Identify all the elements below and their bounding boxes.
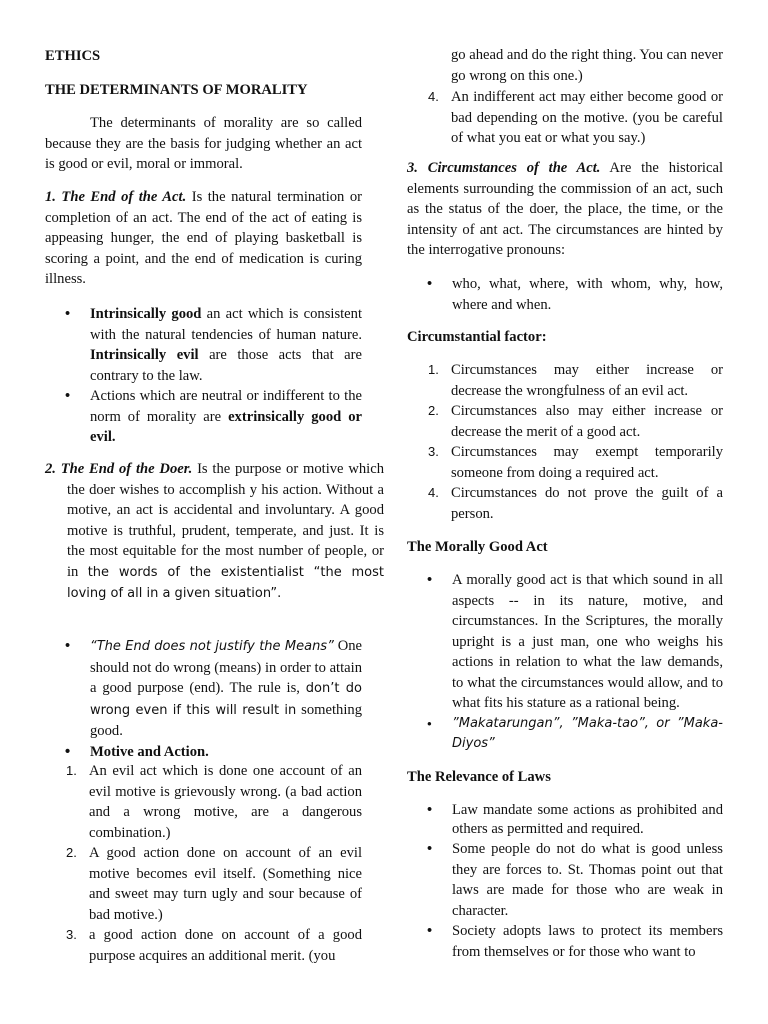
list-text: something good. (90, 701, 362, 739)
list-number: 2. (66, 845, 77, 860)
existentialist-quote: the words of the existentialist “the most loving of all in a given situation”. (67, 564, 385, 601)
list-text: Actions which are neutral or indifferent to the norm of morality are (90, 388, 362, 425)
list-item (45, 761, 362, 843)
list-item: • Society adopts laws to protect its members from themselves or for those who want to (407, 921, 723, 962)
list-number: 3. (66, 927, 77, 942)
rule-text: don’t do wrong even if this will result in (90, 681, 362, 718)
list-text: are those acts that are contrary to the law. (90, 347, 362, 384)
intrinsically-good-term: Intrinsically good (90, 306, 202, 322)
list-item (407, 360, 723, 401)
list-item (45, 386, 362, 448)
circumstances-text: Are the historical elements surrounding the commission of an act, such as the status of the doer, the place, the time, or the intensity of ant act. The circumstances are hinted by the interrogative pronouns: (407, 160, 723, 258)
list-item (45, 843, 362, 925)
list-item (407, 483, 723, 524)
circumstances-paragraph (407, 158, 723, 261)
list-item: • Law mandate some actions as prohibited and others as permitted and required. (407, 801, 723, 838)
extrinsically-term: extrinsically good or evil. (90, 408, 362, 445)
list-number: 3. (428, 444, 439, 459)
circumstantial-factor-list (407, 360, 723, 524)
list-text: One should not do wrong (means) in order to attain a good purpose (end). The rule is, (90, 638, 363, 696)
intro-paragraph: The determinants of morality are so called because they are the basis for judging whether an act is good or evil, moral or immoral. (45, 115, 362, 172)
intrinsic-list (45, 304, 362, 448)
list-text: Circumstances may either increase or decrease the wrongfulness of an evil act. (451, 362, 723, 399)
list-text: Circumstances also may either increase or decrease the merit of a good act. (451, 403, 723, 440)
list-number: 4. (428, 485, 439, 500)
list-item: • A morally good act is that which sound in all aspects -- in its nature, motive, and circumstances. In the Scriptures, the morally upright is a just man, one who weighs his actions in relation to what the law demands, to what the circumstances would allow, and to what fits his stature as a rational being. (407, 570, 723, 714)
end-of-doer-paragraph (45, 459, 384, 605)
laws-list (407, 801, 723, 962)
list-text: a good action done on account of a good purpose acquires an additional merit. (you (89, 927, 362, 964)
list-number: 2. (428, 403, 439, 418)
pronouns-list (407, 274, 723, 315)
list-item: • who, what, where, with whom, why, how, where and when. (407, 274, 723, 315)
list-item (407, 87, 723, 149)
page-title: ETHICS (45, 48, 101, 64)
list-text: an act which is consistent with the natural tendencies of human nature. (90, 306, 363, 343)
relevance-of-laws-heading: The Relevance of Laws (407, 769, 551, 785)
list-item (45, 636, 362, 742)
list-item: • Motive and Action. (45, 742, 362, 763)
motive-action-list (45, 761, 362, 966)
intrinsically-evil-term: Intrinsically evil (90, 347, 199, 363)
list-text: An evil act which is done one account of an evil motive is grievously wrong. (a bad action and a wrong motive, are a dangerous combination.) (89, 763, 362, 841)
list-item (45, 925, 362, 966)
end-of-act-heading: 1. The End of the Act. (45, 189, 187, 205)
morally-good-list (407, 570, 723, 755)
means-list (45, 636, 362, 762)
list-number: 4. (428, 89, 439, 104)
end-of-doer-text: Is the purpose or motive which the doer wishes to accomplish y his action. Without a motive, an act is accidental and involuntary. A good motive is truthful, prudent, temperate, and just. It is the most equitable for the most number of people, or in (67, 461, 385, 580)
list-number: 1. (428, 362, 439, 377)
circumstances-heading: 3. Circumstances of the Act. (407, 160, 601, 176)
end-of-act-text: Is the natural termination or completion of an act. The end of the act of eating is appeasing hunger, the end of playing basketball is scoring a point, and the end of medication is curing illness. (45, 189, 362, 287)
list-item (45, 304, 362, 386)
motive-action-list-continued (407, 87, 723, 149)
list-text: Circumstances do not prove the guilt of a person. (451, 485, 723, 522)
list-text: An indifferent act may either become good or bad depending on the motive. (you be careful of what you eat or what you say.) (451, 89, 723, 146)
list-item (407, 401, 723, 442)
list-item (407, 442, 723, 483)
list-item: • ”Makatarungan”, ”Maka-tao”, or ”Maka-Diyos” (407, 714, 723, 755)
end-of-act-paragraph (45, 187, 362, 290)
morally-good-act-heading: The Morally Good Act (407, 539, 548, 555)
list-number: 1. (66, 763, 77, 778)
circumstantial-factor-heading: Circumstantial factor: (407, 329, 547, 345)
list-text: Circumstances may exempt temporarily someone from doing a required act. (451, 444, 723, 481)
section-title: THE DETERMINANTS OF MORALITY (45, 82, 308, 98)
end-of-doer-heading: 2. The End of the Doer. (45, 461, 193, 477)
means-quote: “The End does not justify the Means” (90, 639, 334, 654)
list-text: A good action done on account of an evil motive becomes evil itself. (Something nice and sweet may turn ugly and sour because of bad motive.) (89, 845, 362, 923)
list-item: • Some people do not do what is good unless they are forces to. St. Thomas point out that laws are made for those who are weak in character. (407, 839, 723, 921)
continued-text: go ahead and do the right thing. You can never go wrong on this one.) (451, 47, 723, 84)
